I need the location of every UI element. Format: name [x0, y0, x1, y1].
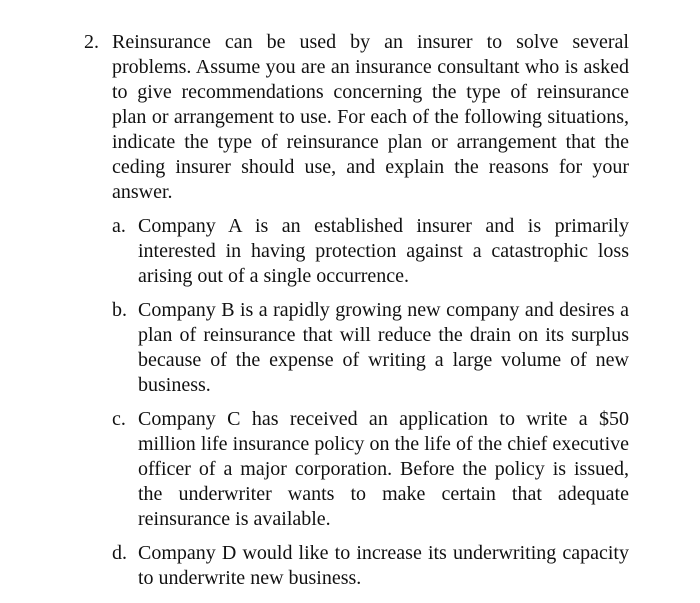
subpart-a	[112, 214, 629, 289]
question-prompt: Reinsurance can be used by an insurer to solve several problems. Assume you are an insurance consultant who is asked to give recommendations concerning the type of reinsurance plan or arrangement to use. For each of the following situations, indicate the type of reinsurance plan or arrangement that the ceding insurer should use, and explain the reasons for your answer.	[112, 31, 629, 203]
subpart-list	[112, 214, 629, 591]
subpart-d	[112, 541, 629, 591]
subpart-b	[112, 298, 629, 398]
subpart-text: Company A is an established insurer and is primarily interested in having protection against a catastrophic loss arising out of a single occurrence.	[138, 215, 629, 287]
subpart-c	[112, 407, 629, 532]
subpart-text: Company C has received an application to write a $50 million life insurance policy on the life of the chief executive officer of a major corporation. Before the policy is issued, the underwriter wants to make certain that adequate reinsurance is available.	[138, 408, 629, 530]
subpart-letter: b.	[112, 299, 127, 321]
subpart-text: Company B is a rapidly growing new company and desires a plan of reinsurance that will reduce the drain on its surplus because of the expense of writing a large volume of new business.	[138, 299, 629, 396]
question-number: 2.	[84, 31, 99, 53]
subpart-letter: d.	[112, 542, 127, 564]
subpart-text: Company D would like to increase its underwriting capacity to underwrite new business.	[138, 542, 629, 589]
subpart-letter: c.	[112, 408, 126, 430]
subpart-letter: a.	[112, 215, 126, 237]
question-2	[84, 30, 629, 600]
